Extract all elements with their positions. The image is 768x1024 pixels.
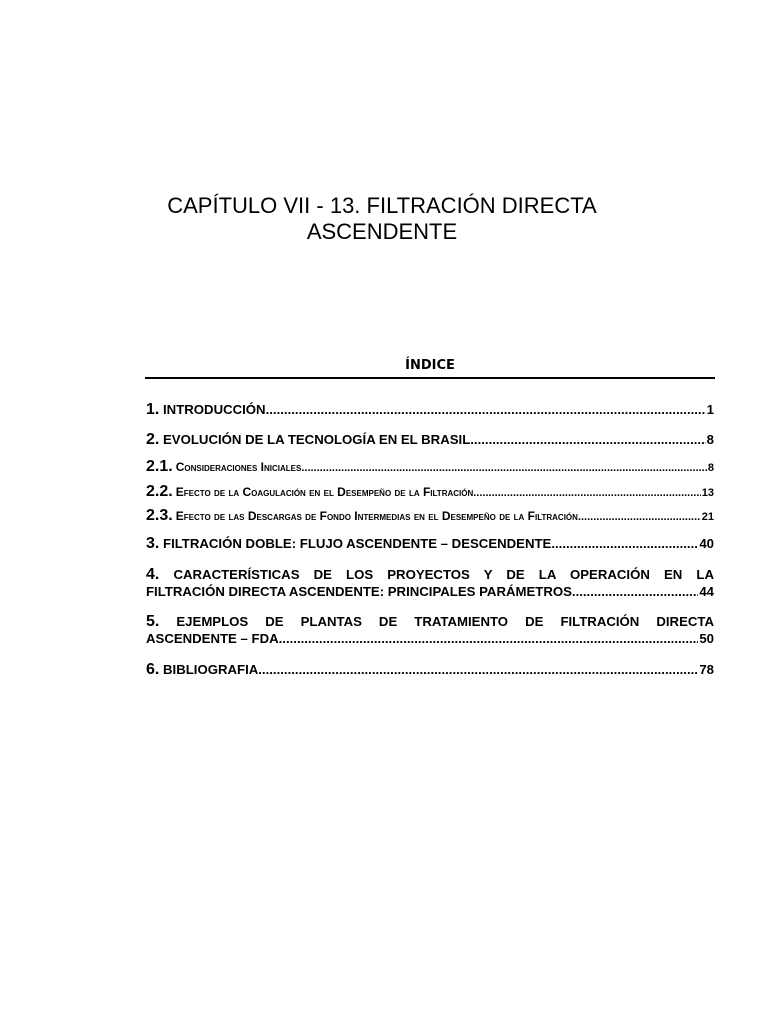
toc-number: 3.	[146, 535, 160, 552]
toc-label: INTRODUCCIÓN	[163, 402, 266, 417]
index-heading: ÍNDICE	[405, 358, 455, 373]
toc-page: 8	[706, 432, 714, 447]
toc-page: 13	[701, 487, 714, 499]
toc-page: 44	[699, 584, 714, 599]
toc-entry-1[interactable]	[146, 401, 714, 418]
toc-entry-2-1[interactable]	[146, 458, 714, 477]
toc-leader	[279, 630, 699, 647]
toc-label: BIBLIOGRAFIA	[163, 662, 259, 677]
toc-label-line1: CARACTERÍSTICAS DE LOS PROYECTOS Y DE LA OPERACIÓN EN LA	[173, 567, 714, 582]
toc-label-line1: EJEMPLOS DE PLANTAS DE TRATAMIENTO DE FILTRACIÓN DIRECTA	[176, 614, 714, 629]
chapter-title-line1: CAPÍTULO VII - 13. FILTRACIÓN DIRECTA	[167, 193, 597, 218]
toc-entry-2-3[interactable]	[146, 507, 714, 526]
toc-leader	[470, 431, 705, 448]
toc-page: 50	[699, 631, 714, 646]
toc-leader	[258, 661, 698, 678]
toc-entry-2[interactable]	[146, 431, 714, 448]
chapter-title-line2: ASCENDENTE	[306, 219, 458, 244]
toc-label-line2: ASCENDENTE – FDA	[146, 631, 279, 646]
toc-label: Efecto de las Descargas de Fondo Intermedias en el Desempeño de la Filtración	[175, 509, 578, 523]
toc-number: 2.3.	[146, 507, 173, 524]
toc-entry-5[interactable]	[146, 613, 714, 647]
index-divider	[145, 377, 715, 379]
toc-entry-3[interactable]	[146, 535, 714, 552]
toc-leader	[266, 401, 706, 418]
toc-number: 2.2.	[146, 483, 173, 500]
toc-entry-6[interactable]	[146, 661, 714, 678]
toc-leader	[301, 460, 707, 477]
toc-page: 78	[699, 662, 714, 677]
toc-number: 2.	[146, 431, 160, 448]
toc-number: 5.	[146, 613, 160, 630]
toc-label-line1-wrap	[146, 566, 714, 583]
toc-leader	[578, 509, 701, 526]
toc-number: 2.1.	[146, 458, 173, 475]
toc-number: 1.	[146, 401, 160, 418]
toc-label: Efecto de la Coagulación en el Desempeño de la Filtración	[175, 485, 474, 499]
toc-entry-2-2[interactable]	[146, 483, 714, 502]
chapter-title	[147, 193, 617, 245]
toc-leader	[572, 583, 698, 600]
toc-page: 21	[701, 511, 714, 523]
toc-page: 40	[699, 536, 714, 551]
toc-label-line2: FILTRACIÓN DIRECTA ASCENDENTE: PRINCIPALES PARÁMETROS	[146, 584, 572, 599]
toc-label: FILTRACIÓN DOBLE: FLUJO ASCENDENTE – DESCENDENTE	[163, 536, 552, 551]
toc-page: 1	[706, 402, 714, 417]
toc-leader	[473, 485, 701, 502]
toc-label: EVOLUCIÓN DE LA TECNOLOGÍA EN EL BRASIL	[163, 432, 471, 447]
toc-entry-4[interactable]	[146, 566, 714, 600]
toc-number: 4.	[146, 566, 160, 583]
toc-page: 8	[707, 462, 714, 474]
toc-label: Consideraciones Iniciales	[175, 460, 302, 474]
toc-number: 6.	[146, 661, 160, 678]
toc-label-line1-wrap	[146, 613, 714, 630]
toc-leader	[551, 535, 698, 552]
